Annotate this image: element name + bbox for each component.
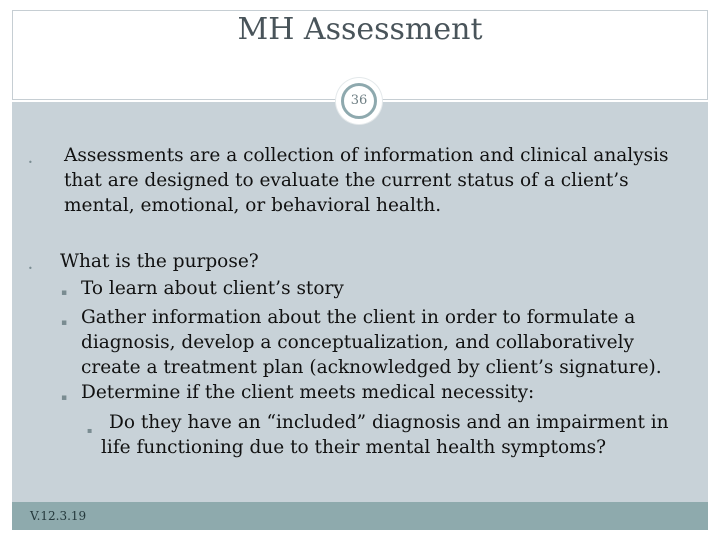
- bullet-icon: •: [28, 264, 33, 273]
- sub-sub-bullet-text: Do they have an “included” diagnosis and an impairment in life functioning due to their mental health symptoms?: [101, 412, 669, 458]
- bullet-icon: •: [28, 158, 33, 167]
- slide-number-badge: [336, 78, 382, 124]
- sub-bullet-text: Determine if the client meets medical necessity:: [81, 382, 535, 403]
- bullet-text: What is the purpose?: [60, 251, 259, 272]
- sub-sub-bullet-icon: ▪: [87, 426, 93, 435]
- sub-bullet-icon: ▪: [61, 318, 68, 328]
- slide-number: 36: [341, 83, 377, 119]
- sub-bullet-icon: ▪: [61, 288, 68, 298]
- bullet-text: Assessments are a collection of information and clinical analysis that are designed to evaluate the current status of a client’s mental, emotional, or behavioral health.: [64, 145, 669, 216]
- sub-bullet-text: To learn about client’s story: [81, 278, 344, 299]
- slide-title: MH Assessment: [237, 12, 483, 47]
- footer-bar: [12, 502, 708, 530]
- version-label: V.12.3.19: [30, 509, 87, 523]
- sub-bullet-text: Gather information about the client in order to formulate a diagnosis, develop a conceptualization, and collaboratively create a treatment plan (acknowledged by client’s signature).: [81, 307, 662, 378]
- sub-bullet-icon: ▪: [61, 393, 68, 403]
